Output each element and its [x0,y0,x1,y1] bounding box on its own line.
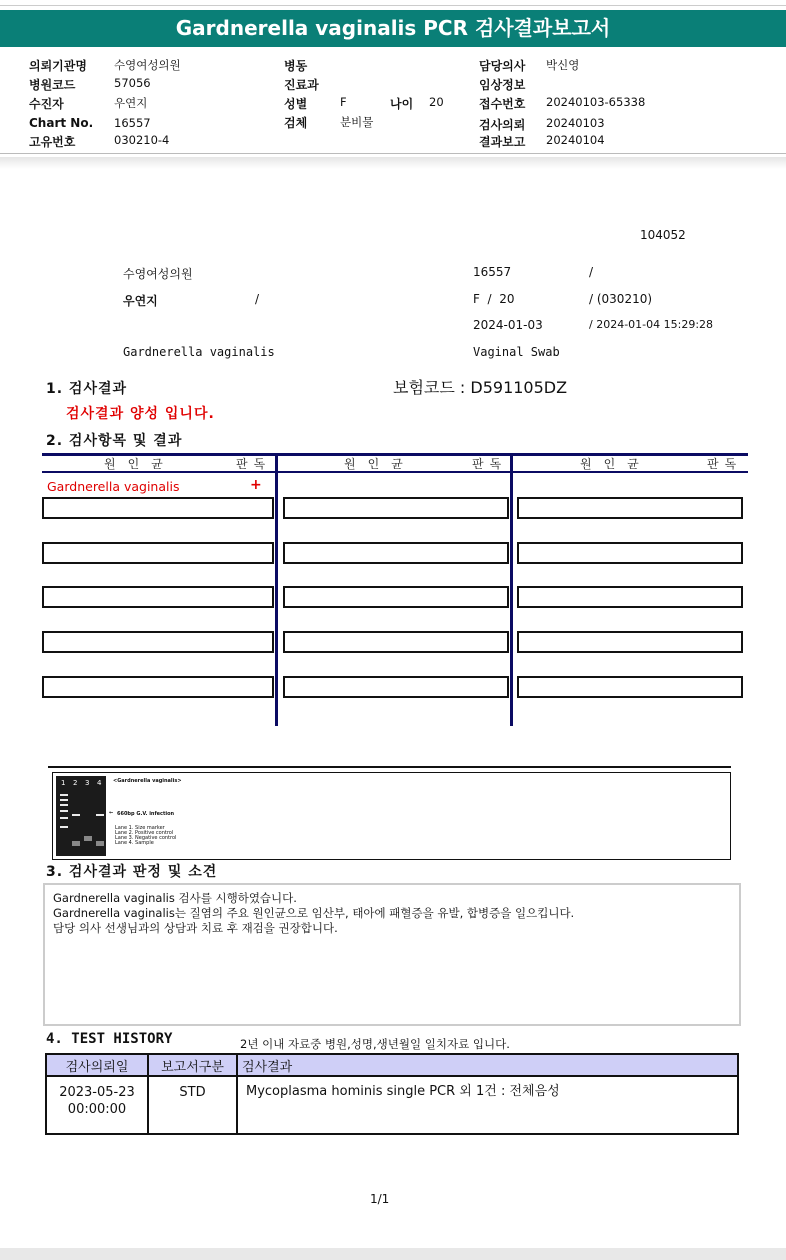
hospcode-value: 57056 [114,76,151,90]
specimen-value: 분비물 [340,115,374,129]
hospcode-label: 병원코드 [29,78,76,92]
page-number: 1/1 [370,1192,390,1206]
positive-band [72,814,80,816]
opinion-line: Gardnerella vaginalis는 질염의 주요 원인균으로 임산부, 태아에 패혈증을 유발, 합병증을 일으킵니다. [53,906,575,920]
col-judgement-3: 판독 [707,457,743,471]
patient-value: 우연지 [114,96,148,110]
gel-title: <Gardnerella vaginalis> [113,778,182,784]
footer-band [0,1248,786,1260]
col-organism-1: 원인균 [104,457,175,471]
history-date-cell [46,1076,148,1134]
marker-band [60,826,68,828]
gel-figure [52,772,731,860]
history-header-row [46,1054,738,1076]
patient-label: 수진자 [29,97,64,111]
result-box [42,586,274,608]
result-box [42,542,274,564]
history-table [45,1053,739,1135]
report-number: 104052 [640,228,686,242]
table-row [46,1076,738,1134]
history-type: STD [148,1076,237,1134]
history-result: Mycoplasma hominis single PCR 외 1건 : 전체음성 [237,1076,738,1134]
marker-band [60,804,68,806]
gel-legend-item: Lane 3. Negative control [115,835,177,841]
history-time: 00:00:00 [67,1102,127,1117]
marker-band [60,817,68,819]
primer-band [72,841,80,846]
col-judgement-2: 판독 [472,457,508,471]
uid-label: 고유번호 [29,135,76,149]
opinion-box [43,883,741,1026]
top-rule [0,5,786,6]
body-test-name: Gardnerella vaginalis [123,345,275,359]
history-date: 2023-05-23 [59,1085,135,1100]
gel-legend-item: Lane 1. Size marker [115,825,165,831]
age-value: 20 [429,95,444,109]
results-col-divider-1 [275,453,278,726]
gel-band-label: 660bp G.V. infection [117,811,175,817]
col-judgement-1: 판독 [236,457,272,471]
history-col-date: 검사의뢰일 [46,1054,148,1076]
report-date-value: 20240104 [546,133,605,147]
report-title: Gardnerella vaginalis PCR 검사결과보고서 [0,10,786,47]
result-box [517,497,743,519]
chart-value: 16557 [114,116,151,130]
result-box [283,631,509,653]
gel-image [56,776,106,856]
organism-gardnerella: Gardnerella vaginalis [47,479,180,494]
history-col-type: 보고서구분 [148,1054,237,1076]
section-3-title: 3. 검사결과 판정 및 소견 [46,864,218,880]
hospital-label: 의뢰기관명 [29,59,87,73]
marker-band [60,799,68,801]
marker-band [60,794,68,796]
history-col-result: 검사결과 [237,1054,738,1076]
result-box [283,676,509,698]
doctor-label: 담당의사 [479,59,526,73]
result-box [517,586,743,608]
result-box [517,542,743,564]
lane-number: 2 [73,779,78,787]
lane-number: 3 [85,779,90,787]
sex-value: F [340,95,347,109]
gel-top-rule [48,766,731,768]
history-note: 2년 이내 자료중 병원,성명,생년월일 일치자료 입니다. [240,1037,510,1051]
hospital-value: 수영여성의원 [114,58,181,72]
results-col-divider-2 [510,453,513,726]
clinical-label: 임상정보 [479,78,526,92]
section-4-title: 4. TEST HISTORY [46,1031,173,1047]
result-box [517,631,743,653]
body-request-date: 2024-01-03 [473,318,543,332]
body-chart: 16557 [473,265,512,279]
result-box [42,676,274,698]
section-2-title: 2. 검사항목 및 결과 [46,433,183,449]
body-slash-2: / [255,292,260,306]
organism-result-positive: + [250,477,262,493]
header-shadow [0,157,786,169]
result-box [42,497,274,519]
age-label: 나이 [390,97,414,111]
result-box [42,631,274,653]
receipt-label: 접수번호 [479,97,526,111]
request-value: 20240103 [546,116,605,130]
insurance-code: 보험코드 : D591105DZ [393,378,568,397]
opinion-line: Gardnerella vaginalis 검사를 시행하였습니다. [53,891,297,905]
body-slash: / [589,265,594,279]
request-label: 검사의뢰 [479,118,526,132]
body-hospital: 수영여성의원 [123,267,193,281]
marker-band [60,810,68,812]
col-organism-3: 원인균 [580,457,651,471]
body-uid: / (030210) [589,292,653,306]
sex-label: 성별 [284,97,308,111]
header-divider [0,153,786,154]
result-summary: 검사결과 양성 입니다. [66,406,215,422]
col-organism-2: 원인균 [344,457,415,471]
result-box [283,586,509,608]
dept-label: 진료과 [284,78,319,92]
body-sex-age: F / 20 [473,292,515,306]
result-box [283,497,509,519]
report-date-label: 결과보고 [479,135,526,149]
chart-label: Chart No. [29,116,94,130]
receipt-value: 20240103-65338 [546,95,646,109]
primer-band [96,841,104,846]
doctor-value: 박신영 [546,58,580,72]
gel-arrow: ← [109,810,114,816]
sample-band [96,814,104,816]
lane-number: 4 [97,779,102,787]
body-report-datetime: / 2024-01-04 15:29:28 [589,318,714,331]
result-box [517,676,743,698]
result-box [283,542,509,564]
section-1-title: 1. 검사결과 [46,381,128,397]
lane-number: 1 [61,779,66,787]
gel-legend-item: Lane 4. Sample [115,840,154,846]
primer-band [84,836,92,841]
opinion-line: 담당 의사 선생님과의 상담과 치료 후 재검을 권장합니다. [53,921,338,935]
uid-value: 030210-4 [114,133,170,147]
body-specimen: Vaginal Swab [473,345,560,359]
body-patient: 우연지 [123,294,158,308]
specimen-label: 검체 [284,116,308,130]
gel-legend-item: Lane 2. Positive control [115,830,174,836]
ward-label: 병동 [284,59,308,73]
